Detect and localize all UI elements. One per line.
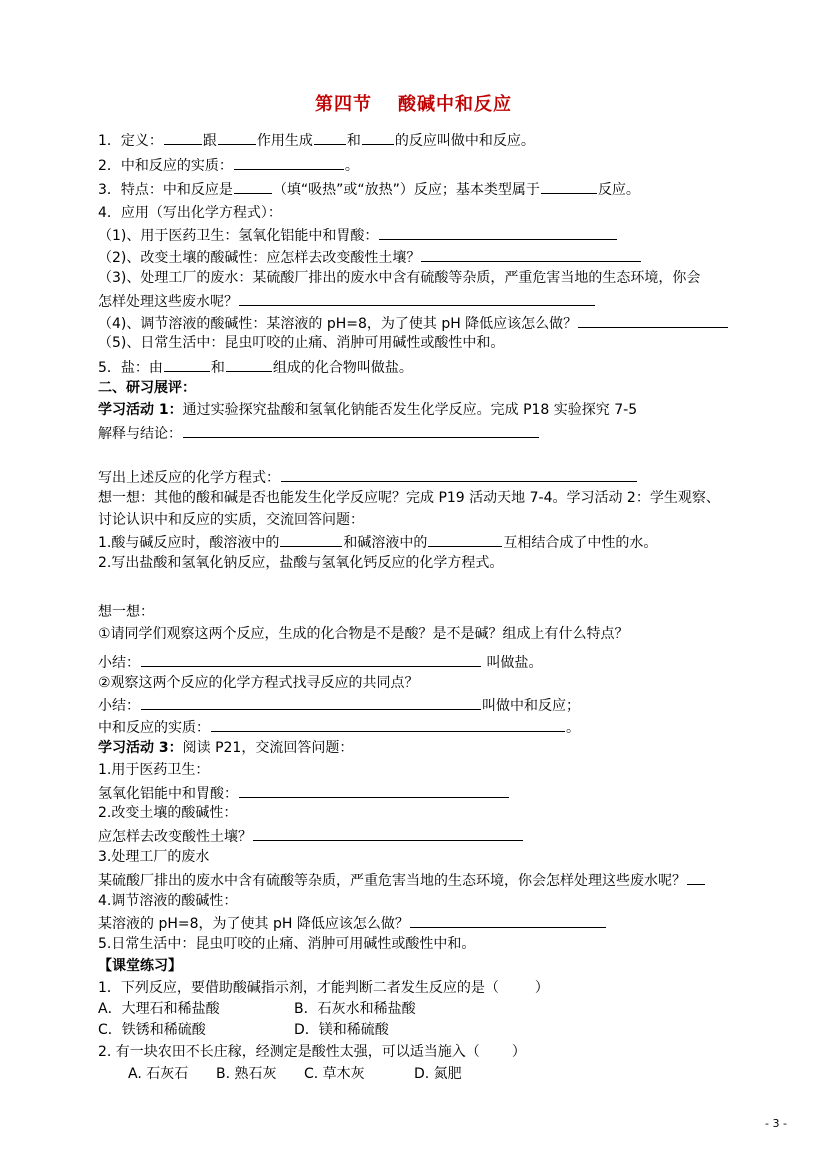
answer-blank[interactable] (226, 357, 272, 372)
daily-life-line: 5.日常生活中：昆虫叮咬的止痛、消肿可用碱性或酸性中和。 (98, 936, 476, 952)
page-title (0, 90, 827, 116)
discussion-line: 讨论认识中和反应的实质，交流回答问题： (98, 512, 364, 528)
answer-blank[interactable] (211, 717, 565, 732)
answer-blank[interactable] (164, 357, 210, 372)
option-d[interactable]: D. 氮肥 (414, 1066, 462, 1082)
equation-line: 写出上述反应的化学方程式： (98, 467, 638, 487)
wastewater-heading: 3.处理工厂的废水 (98, 849, 210, 865)
answer-blank[interactable] (687, 870, 705, 885)
answer-blank[interactable] (239, 291, 595, 306)
class-practice-heading: 【课堂练习】 (98, 958, 182, 974)
answer-blank[interactable] (281, 467, 637, 482)
medical-heading: 1.用于医药卫生： (98, 762, 210, 778)
answer-blank[interactable] (164, 130, 202, 145)
option-a[interactable]: A．大理石和稀盐酸 (98, 1001, 220, 1017)
activity-3-line: 学习活动 3：阅读 P21，交流回答问题： (98, 740, 354, 756)
answer-blank[interactable] (141, 652, 481, 667)
definition-line: 1．定义： 跟 作用生成 和 的反应叫做中和反应。 (98, 130, 535, 150)
application-heading: 4．应用（写出化学方程式）： (98, 205, 282, 221)
answer-blank[interactable] (234, 155, 344, 170)
medical-answer-line: 氢氧化铝能中和胃酸： (98, 783, 510, 803)
section-heading-review: 二、研习展评： (98, 380, 196, 396)
application-item-5: （5)、日常生活中：昆虫叮咬的止痛、消肿可用碱性或酸性中和。 (98, 335, 505, 351)
answer-blank[interactable] (239, 783, 509, 798)
wastewater-question-line: 某硫酸厂排出的废水中含有硫酸等杂质，严重危害当地的生态环境，你会怎样处理这些废水呢？ (98, 870, 706, 890)
option-b[interactable]: B. 熟石灰 (216, 1066, 277, 1082)
answer-blank[interactable] (141, 695, 481, 710)
answer-blank[interactable] (541, 179, 597, 194)
acid-base-ion-line: 1.酸与碱反应时，酸溶液中的 和碱溶液中的 互相结合成了中性的水。 (98, 532, 657, 552)
application-item-4: （4)、调节溶液的酸碱性：某溶液的 pH=8，为了使其 pH 降低应该怎么做？ (98, 313, 729, 333)
application-item-2: （2)、改变土壤的酸碱性：应怎样去改变酸性土壤？ (98, 247, 642, 267)
application-item-1: （1)、用于医药卫生：氢氧化铝能中和胃酸： (98, 225, 618, 245)
option-c[interactable]: C．铁锈和稀硫酸 (98, 1022, 206, 1038)
salt-definition-line: 5．盐：由 和 组成的化合物叫做盐。 (98, 357, 413, 377)
explanation-line: 解释与结论： (98, 423, 540, 443)
neutralization-essence-line: 中和反应的实质： 。 (98, 717, 580, 737)
answer-blank[interactable] (578, 313, 728, 328)
think-question-2: ②观察这两个反应的化学方程式找寻反应的共同点？ (98, 675, 419, 691)
answer-blank[interactable] (362, 130, 394, 145)
option-d[interactable]: D．镁和稀硫酸 (294, 1022, 389, 1038)
answer-blank[interactable] (183, 423, 539, 438)
answer-blank[interactable] (314, 130, 346, 145)
activity-1-line: 学习活动 1：通过实验探究盐酸和氢氧化钠能否发生化学反应。完成 P18 实验探究 7-5 (98, 402, 638, 418)
summary-neutralization-line: 小结： 叫做中和反应； (98, 695, 580, 715)
section-number: 第四节 (315, 94, 372, 115)
ph-answer-line: 某溶液的 pH=8，为了使其 pH 降低应该怎么做？ (98, 913, 607, 933)
answer-blank[interactable] (428, 532, 502, 547)
think-heading: 想一想： (98, 604, 154, 620)
option-a[interactable]: A. 石灰石 (128, 1066, 189, 1082)
soil-answer-line: 应怎样去改变酸性土壤？ (98, 826, 524, 846)
section-title: 酸碱中和反应 (398, 94, 512, 115)
question-1: 1．下列反应，要借助酸碱指示剂，才能判断二者发生反应的是（ ） (98, 980, 549, 996)
question-1-options-cd (98, 1021, 389, 1039)
application-item-3-cont: 怎样处理这些废水呢？ (98, 291, 596, 311)
option-b[interactable]: B．石灰水和稀盐酸 (294, 1001, 416, 1017)
ph-heading: 4.调节溶液的酸碱性： (98, 893, 238, 909)
answer-blank[interactable] (280, 532, 342, 547)
feature-line: 3．特点：中和反应是 （填“吸热”或“放热”）反应；基本类型属于 反应。 (98, 179, 640, 199)
question-2-options (128, 1065, 462, 1083)
answer-blank[interactable] (234, 179, 272, 194)
soil-heading: 2.改变土壤的酸碱性： (98, 805, 238, 821)
answer-blank[interactable] (379, 225, 617, 240)
summary-salt-line: 小结： 叫做盐。 (98, 652, 542, 672)
answer-blank[interactable] (218, 130, 256, 145)
answer-blank[interactable] (421, 247, 641, 262)
question-2: 2. 有一块农田不长庄稼，经测定是酸性太强，可以适当施入（ ） (98, 1044, 526, 1060)
answer-blank[interactable] (410, 913, 606, 928)
option-c[interactable]: C. 草木灰 (304, 1066, 365, 1082)
think-question-1: ①请同学们观察这两个反应，生成的化合物是不是酸？是不是碱？组成上有什么特点？ (98, 626, 629, 642)
question-1-options-ab (98, 1000, 416, 1018)
application-item-3: （3)、处理工厂的废水：某硫酸厂排出的废水中含有硫酸等杂质，严重危害当地的生态环境，你会 (98, 270, 701, 286)
essence-line: 2．中和反应的实质： 。 (98, 155, 359, 175)
think-line: 想一想：其他的酸和碱是否也能发生化学反应呢？完成 P19 活动天地 7-4。学习活动 2：学生观察、 (98, 490, 720, 506)
equation-task-line: 2.写出盐酸和氢氧化钠反应，盐酸与氢氧化钙反应的化学方程式。 (98, 555, 504, 571)
page-number: - 3 - (765, 1117, 787, 1130)
answer-blank[interactable] (253, 826, 523, 841)
